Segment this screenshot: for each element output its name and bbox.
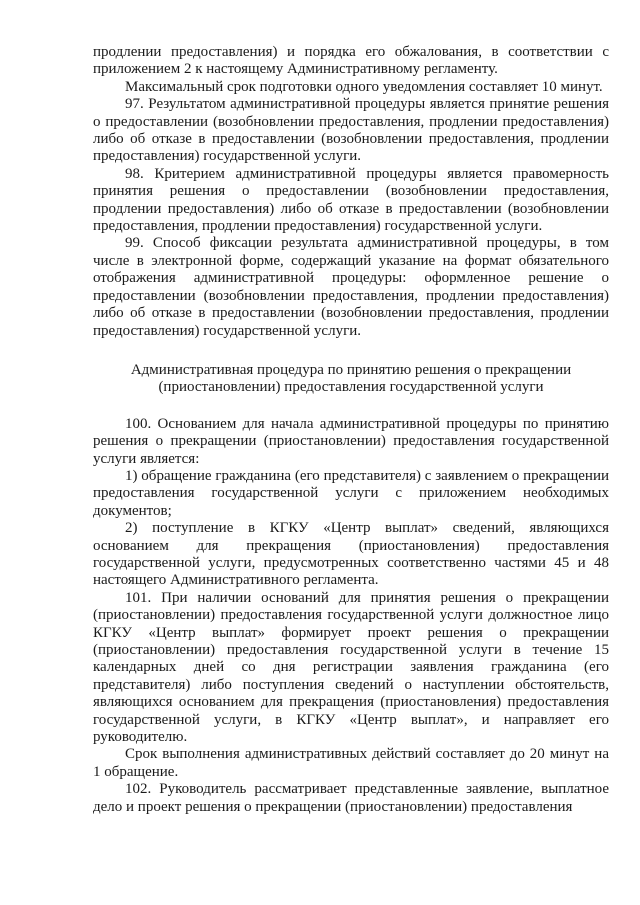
spacer [93, 340, 609, 362]
paragraph-action-time: Срок выполнения административных действий составляет до 20 минут на 1 обращение. [93, 746, 609, 780]
list-item-1: 1) обращение гражданина (его представителя) с заявлением о прекращении предоставления государственной услуги с приложением необходимых документов; [93, 467, 609, 519]
paragraph-100: 100. Основанием для начала административной процедуры по принятию решения о прекращении (приостановлении) предоставления государственной услуги является: [93, 415, 609, 467]
section-heading: Административная процедура по принятию решения о прекращении (приостановлении) предоставления государственной услуги [130, 361, 572, 396]
paragraph-continuation: продлении предоставления) и порядка его обжалования, в соответствии с приложением 2 к настоящему Административному регламенту. [93, 44, 609, 78]
paragraph-99: 99. Способ фиксации результата административной процедуры, в том числе в электронной форме, содержащий указание на формат обязательного отображения административной процедуры: оформленное решение о предоставлении (возобновлении предоставления, продлении предоставления) либо об отказе в предоставлении (возобновлении предоставления, продлении предоставления) государственной услуги. [93, 235, 609, 339]
paragraph-98: 98. Критерием административной процедуры является правомерность принятия решения о предоставлении (возобновлении предоставления, продлении предоставления) либо об отказе в предоставлении (возобновлении предоставления, продлении предоставления) государственной услуги. [93, 165, 609, 235]
paragraph-97: 97. Результатом административной процедуры является принятие решения о предоставлении (возобновлении предоставления, продлении предоставления) либо об отказе в предоставлении (возобновлении предоставления, продлении предоставления) государственной услуги. [93, 96, 609, 165]
document-page [93, 44, 609, 816]
paragraph-101: 101. При наличии оснований для принятия решения о прекращении (приостановлении) предоставления государственной услуги должностное лицо КГКУ «Центр выплат» формирует проект решения о прекращении (приостановлении) предоставления государственной услуги в течение 15 календарных дней со дня регистрации заявления гражданина (его представителя) либо поступления сведений о наступлении обстоятельств, являющихся основанием для прекращения (приостановления) предоставления государственной услуги, в КГКУ «Центр выплат», и направляет его руководителю. [93, 589, 609, 746]
spacer [93, 397, 609, 416]
paragraph-102: 102. Руководитель рассматривает представленные заявление, выплатное дело и проект решения о прекращении (приостановлении) предоставления [93, 781, 609, 815]
list-item-2: 2) поступление в КГКУ «Центр выплат» сведений, являющихся основанием для прекращения (приостановления) предоставления государственной услуги, предусмотренных соответственно частями 45 и 48 настоящего Административного регламента. [93, 520, 609, 589]
paragraph-max-notice-time: Максимальный срок подготовки одного уведомления составляет 10 минут. [125, 78, 603, 95]
